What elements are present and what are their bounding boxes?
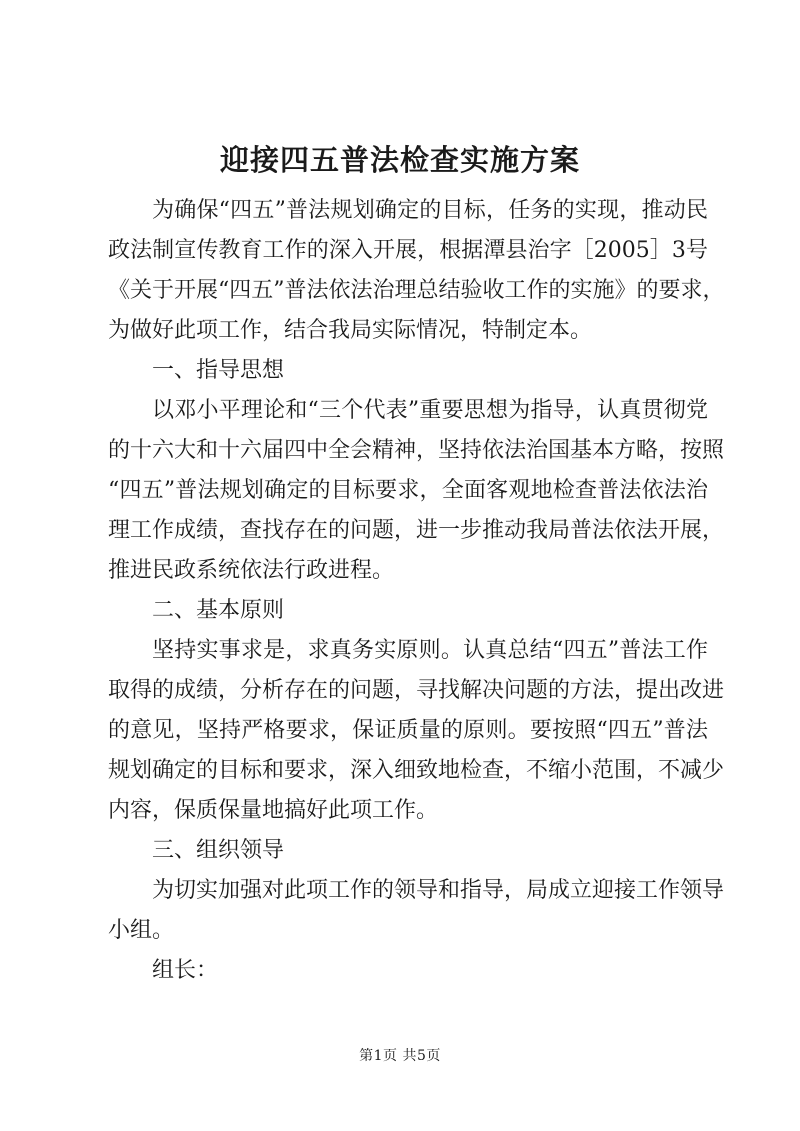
paragraph-line: 以邓小平理论和“三个代表”重要思想为指导，认真贯彻党 (152, 398, 708, 423)
section-heading: 一、指导思想 (152, 358, 285, 383)
paragraph-line: 推进民政系统依法行政进程。 (108, 558, 395, 583)
paragraph-line: 《关于开展“四五”普法依法治理总结验收工作的实施》的要求， (108, 278, 725, 303)
paragraph-line: 小组。 (108, 918, 175, 943)
section-heading: 三、组织领导 (152, 838, 285, 863)
paragraph-line: 政法制宣传教育工作的深入开展，根据潭县治字［2005］3号 (108, 238, 708, 263)
paragraph-line: 理工作成绩，查找存在的问题，进一步推动我局普法依法开展， (108, 518, 725, 543)
paragraph-line: 为确保“四五”普法规划确定的目标，任务的实现，推动民 (152, 198, 708, 223)
paragraph-line: “四五”普法规划确定的目标要求，全面客观地检查普法依法治 (108, 478, 708, 503)
section-heading: 二、基本原则 (152, 598, 285, 623)
paragraph-line: 为切实加强对此项工作的领导和指导，局成立迎接工作领导 (152, 878, 725, 903)
paragraph-line: 为做好此项工作，结合我局实际情况，特制定本。 (108, 318, 593, 343)
paragraph-line: 取得的成绩，分析存在的问题，寻找解决问题的方法，提出改进 (108, 678, 725, 703)
paragraph-line: 的意见，坚持严格要求，保证质量的原则。要按照“四五”普法 (108, 718, 708, 743)
paragraph-line: 的十六大和十六届四中全会精神，坚持依法治国基本方略，按照 (108, 438, 725, 463)
page-footer: 第1页 共5页 (359, 1048, 441, 1064)
paragraph-line: 规划确定的目标和要求，深入细致地检查，不缩小范围，不减少 (108, 758, 725, 783)
paragraph-line: 组长： (152, 958, 219, 983)
document-title: 迎接四五普法检查实施方案 (219, 143, 580, 177)
paragraph-line: 坚持实事求是，求真务实原则。认真总结“四五”普法工作 (152, 638, 708, 663)
paragraph-line: 内容，保质保量地搞好此项工作。 (108, 798, 439, 823)
